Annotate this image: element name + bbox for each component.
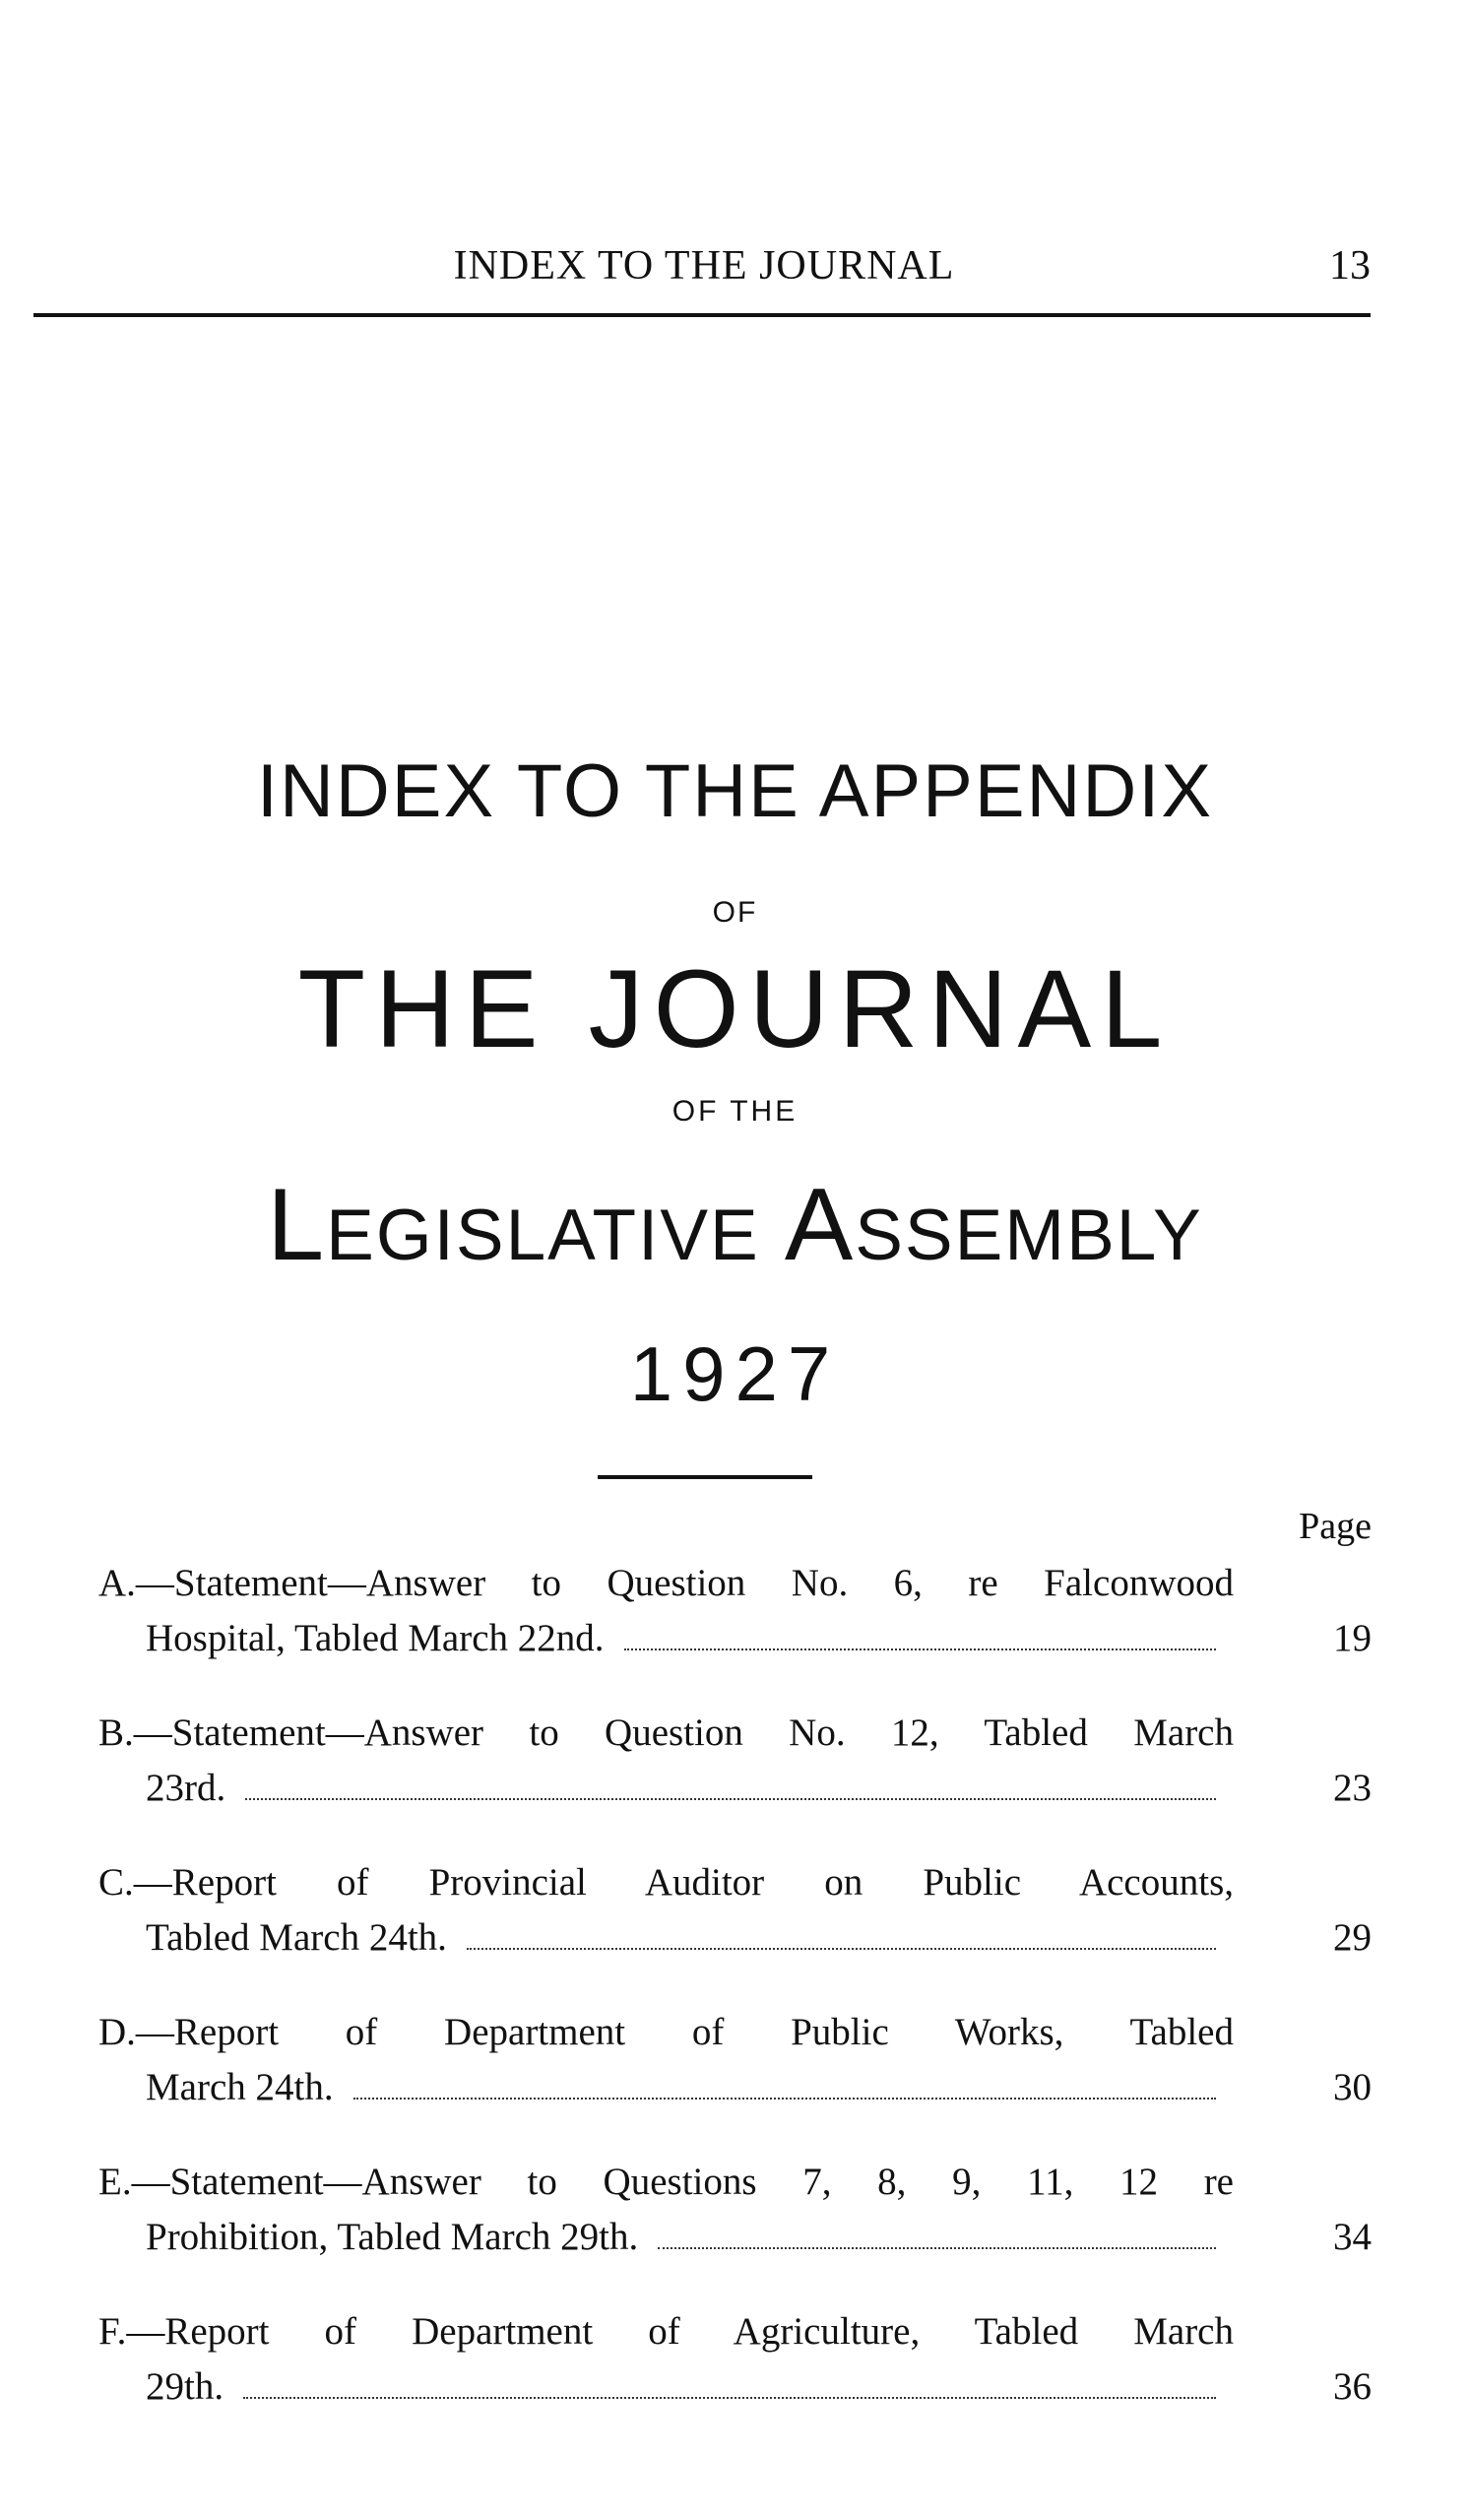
title-of-the: OF THE [671, 1095, 799, 1128]
toc-entry-continuation-row [98, 2210, 1372, 2265]
toc-entry-continuation-row [98, 2060, 1372, 2115]
table-of-contents [98, 1556, 1372, 2454]
toc-entry [98, 1706, 1372, 1816]
toc-entry [98, 2304, 1372, 2415]
toc-entry-page: 19 [1333, 1617, 1372, 1659]
dot-leader [658, 2245, 1216, 2249]
title-year: 1927 [629, 1330, 841, 1417]
dot-leader [243, 2395, 1216, 2399]
title-rule [598, 1475, 812, 1479]
toc-entry [98, 2155, 1372, 2265]
toc-entry-title: F.—Report of Department of Agriculture, Tabled March [98, 2310, 1234, 2353]
header-rule [33, 313, 1371, 317]
toc-entry [98, 1556, 1372, 1666]
toc-entry-continuation: 23rd. [146, 1767, 226, 1809]
toc-entry-page: 36 [1333, 2365, 1372, 2408]
toc-entry-continuation-row [98, 1761, 1372, 1816]
title-index-to-appendix: INDEX TO THE APPENDIX [256, 749, 1214, 833]
toc-entry-continuation-row [98, 1611, 1372, 1666]
toc-entry-page: 30 [1333, 2066, 1372, 2108]
title-the-journal: THE JOURNAL [297, 947, 1173, 1070]
dot-leader [467, 1946, 1216, 1950]
toc-entry-page: 34 [1333, 2216, 1372, 2258]
toc-entry-title: A.—Statement—Answer to Question No. 6, re Falconwood [98, 1562, 1234, 1604]
dot-leader [624, 1647, 1216, 1650]
running-header [37, 242, 1371, 301]
toc-entry-title: E.—Statement—Answer to Questions 7, 8, 9, 11, 12 re [98, 2161, 1234, 2203]
dot-leader [245, 1796, 1216, 1800]
dot-leader [353, 2096, 1216, 2100]
toc-entry-title: D.—Report of Department of Public Works, Tabled [98, 2011, 1234, 2053]
toc-entry [98, 2005, 1372, 2115]
toc-entry-continuation: March 24th. [146, 2066, 334, 2108]
toc-entry-continuation: 29th. [146, 2365, 224, 2408]
toc-entry-continuation-row [98, 2359, 1372, 2415]
running-header-title: INDEX TO THE JOURNAL [453, 243, 955, 289]
title-legislative-assembly: Legislative Assembly [267, 1168, 1203, 1282]
toc-entry-title: C.—Report of Provincial Auditor on Public Accounts, [98, 1861, 1234, 1904]
toc-entry-continuation: Tabled March 24th. [146, 1916, 447, 1959]
toc-entry-continuation-row [98, 1910, 1372, 1966]
toc-entry-continuation: Prohibition, Tabled March 29th. [146, 2216, 639, 2258]
toc-entry-continuation: Hospital, Tabled March 22nd. [146, 1617, 605, 1659]
toc-entry-title: B.—Statement—Answer to Question No. 12, Tabled March [98, 1712, 1234, 1754]
toc-entry-page: 29 [1333, 1916, 1372, 1959]
page-number: 13 [1329, 243, 1371, 289]
toc-entry-page: 23 [1333, 1767, 1372, 1809]
page-column-label: Page [1299, 1506, 1372, 1547]
toc-entry [98, 1855, 1372, 1966]
title-of: OF [712, 896, 758, 929]
